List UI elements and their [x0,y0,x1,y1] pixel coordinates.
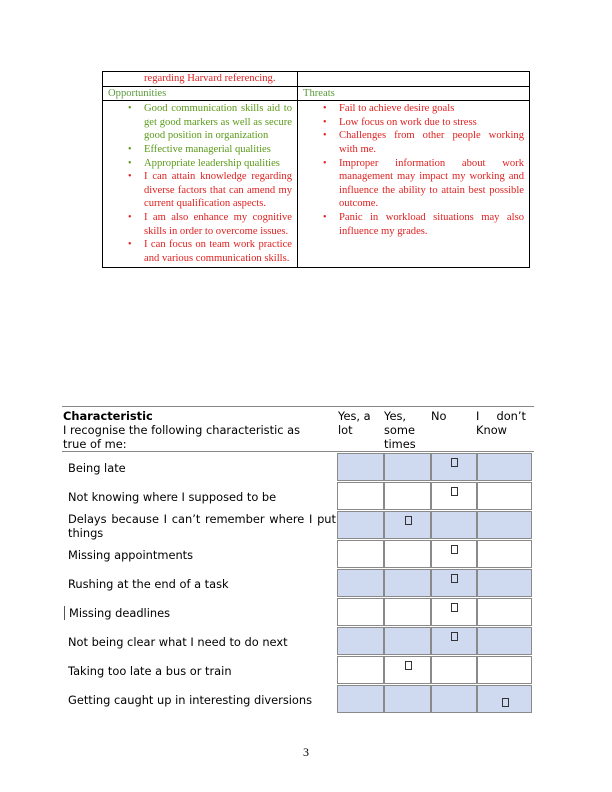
tick-icon [451,487,458,496]
characteristic-row [62,598,534,627]
answer-cell-dont-know[interactable] [477,482,532,510]
answer-cell-yes-a-lot[interactable] [337,656,384,684]
opportunities-heading-cell [103,86,298,101]
answer-cell-yes-sometimes[interactable] [384,540,431,568]
answer-cell-yes-sometimes[interactable] [384,569,431,597]
characteristic-header-cell [63,409,303,451]
bullet-item [303,116,524,130]
characteristics-rows [62,453,534,714]
bullet-item [108,157,292,171]
bullet-text: Panic in workload situations may also influence my grades. [339,211,524,237]
bullet-icon: • [323,211,327,223]
answer-cell-yes-a-lot[interactable] [337,569,384,597]
answer-cell-yes-sometimes[interactable] [384,627,431,655]
characteristic-label: Delays because I can’t remember where I put things [68,512,336,540]
bullet-item [108,143,292,157]
bullet-item [303,211,524,238]
bullet-text: Fail to achieve desire goals [339,103,455,115]
swot-content-row [103,101,530,268]
weaknesses-continuation-cell [298,72,530,87]
characteristic-label: Getting caught up in interesting diversions [68,693,313,707]
answer-cell-dont-know[interactable] [477,540,532,568]
characteristic-row [62,511,534,540]
page-number: 3 [303,745,309,759]
answer-cell-yes-a-lot[interactable] [337,453,384,481]
opportunities-heading: Opportunities [108,87,167,99]
characteristic-label: Taking too late a bus or train [68,664,232,678]
characteristic-subtitle: I recognise the following characteristic as true of me: [63,423,301,451]
bullet-icon: • [128,211,132,223]
continuation-text: regarding Harvard referencing. [144,73,276,84]
bullet-icon: • [128,143,132,155]
answer-cell-yes-sometimes[interactable] [384,598,431,626]
characteristic-label: Rushing at the end of a task [68,577,229,591]
bullet-text: Effective managerial qualities [144,143,271,155]
bullet-icon: • [323,157,327,169]
answer-cell-dont-know[interactable] [477,685,532,713]
header-dont-know: I don’t Know [476,409,526,437]
bullet-icon: • [128,103,132,115]
threats-list [303,101,524,240]
characteristic-label: Missing deadlines [64,606,337,620]
answer-cell-yes-a-lot[interactable] [337,482,384,510]
characteristic-title: Characteristic [63,409,153,423]
characteristics-table [62,406,534,714]
characteristic-row [62,569,534,598]
swot-continuation-row [103,72,530,87]
answer-cell-yes-a-lot[interactable] [337,685,384,713]
tick-icon [405,516,412,525]
bullet-item [108,238,292,265]
bullet-icon: • [128,157,132,169]
characteristic-label: Missing appointments [68,548,194,562]
bullet-icon: • [128,171,132,183]
answer-cell-no[interactable] [431,685,477,713]
bullet-icon: • [128,239,132,251]
tick-icon [451,458,458,467]
answer-cell-yes-a-lot[interactable] [337,598,384,626]
answer-cell-no[interactable] [431,569,477,597]
swot-table [102,71,530,268]
answer-cell-no[interactable] [431,656,477,684]
opportunities-cell [103,101,298,268]
answer-cell-no[interactable] [431,598,477,626]
tick-icon [502,698,509,707]
bullet-text: Appropriate leadership qualities [144,157,280,169]
threats-cell [298,101,530,268]
strengths-continuation-cell [103,72,298,87]
answer-cell-yes-sometimes[interactable] [384,453,431,481]
header-yes-a-lot: Yes, a lot [338,409,371,437]
answer-cell-yes-a-lot[interactable] [337,627,384,655]
tick-icon [451,574,458,583]
answer-cell-no[interactable] [431,540,477,568]
answer-cell-yes-sometimes[interactable] [384,511,431,539]
opportunities-list [108,101,292,267]
bullet-item [303,102,524,116]
answer-cell-yes-a-lot[interactable] [337,511,384,539]
answer-cell-no[interactable] [431,511,477,539]
characteristic-row [62,656,534,685]
characteristics-header [62,406,534,452]
tick-icon [451,545,458,554]
characteristic-row [62,482,534,511]
answer-cell-no[interactable] [431,482,477,510]
bullet-text: I can focus on team work practice and various communication skills. [144,239,292,264]
characteristic-row [62,540,534,569]
characteristic-label: Not being clear what I need to do next [68,635,288,649]
header-yes-sometimes: Yes, some times [384,409,416,451]
bullet-item [108,102,292,143]
bullet-icon: • [323,103,327,115]
bullet-icon: • [323,116,327,128]
answer-cell-no[interactable] [431,453,477,481]
bullet-text: I can attain knowledge regarding diverse factors that can amend my current qualification aspects. [144,171,292,210]
answer-cell-yes-a-lot[interactable] [337,540,384,568]
characteristic-row [62,453,534,482]
answer-cell-dont-know[interactable] [477,656,532,684]
bullet-item [303,157,524,211]
header-no: No [431,409,447,423]
bullet-item [108,170,292,211]
threats-heading: Threats [303,87,335,99]
answer-cell-dont-know[interactable] [477,453,532,481]
bullet-text: Low focus on work due to stress [339,116,477,128]
tick-icon [405,661,412,670]
characteristic-row [62,627,534,656]
answer-cell-dont-know[interactable] [477,598,532,626]
bullet-icon: • [323,130,327,142]
characteristic-label: Not knowing where I supposed to be [68,490,277,504]
answer-cell-yes-sometimes[interactable] [384,656,431,684]
characteristic-row [62,685,534,714]
answer-cell-dont-know[interactable] [477,569,532,597]
tick-icon [451,603,458,612]
bullet-text: I am also enhance my cognitive skills in order to overcome issues. [144,211,292,237]
answer-cell-dont-know[interactable] [477,627,532,655]
bullet-text: Good communication skills aid to get good markers as well as secure good position in organization [144,103,292,142]
bullet-text: Improper information about work management may impact my working and influence the ability to attain best possible outcome. [339,157,524,210]
bullet-text: Challenges from other people working with me. [339,130,524,155]
tick-icon [451,632,458,641]
threats-heading-cell [298,86,530,101]
characteristic-label: Being late [68,461,126,475]
bullet-item [303,129,524,156]
swot-heading-row [103,86,530,101]
bullet-item [108,211,292,238]
answer-cell-no[interactable] [431,627,477,655]
answer-cell-dont-know[interactable] [477,511,532,539]
answer-cell-yes-sometimes[interactable] [384,482,431,510]
answer-cell-yes-sometimes[interactable] [384,685,431,713]
